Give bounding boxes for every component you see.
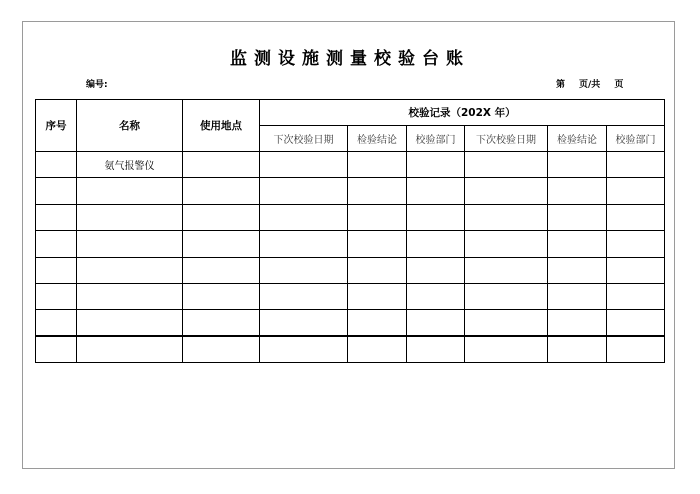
cell-department-2	[607, 257, 665, 283]
cell-department-2	[607, 152, 665, 178]
cell-conclusion-2	[548, 310, 607, 336]
cell-department-2	[607, 231, 665, 257]
cell-conclusion-1	[348, 257, 407, 283]
header-index: 序号	[36, 100, 77, 152]
cell-name	[77, 204, 183, 230]
cell-conclusion-2	[548, 152, 607, 178]
cell-location	[183, 152, 260, 178]
table-row	[36, 152, 665, 178]
cell-department-1	[407, 310, 465, 336]
cell-next-date-1	[260, 310, 348, 336]
cell-conclusion-1	[348, 231, 407, 257]
cell-conclusion-2	[548, 283, 607, 309]
table-row	[36, 310, 665, 336]
cell-location	[183, 231, 260, 257]
page-count	[556, 77, 637, 90]
cell-location	[183, 283, 260, 309]
cell-name: 氨气报警仪	[77, 152, 183, 178]
document-title: 监测设施测量校验台账	[230, 49, 470, 69]
table-row	[36, 257, 665, 283]
cell-name	[77, 310, 183, 336]
cell-name	[77, 257, 183, 283]
cell-next-date-2	[465, 231, 548, 257]
table-row	[36, 283, 665, 309]
table-row	[36, 178, 665, 204]
cell-department-2	[607, 310, 665, 336]
cell-next-date-1	[260, 283, 348, 309]
table-row	[36, 231, 665, 257]
cell-next-date-1	[260, 178, 348, 204]
cell-next-date-2	[465, 204, 548, 230]
cell-index	[36, 310, 77, 336]
cell-next-date-1	[260, 231, 348, 257]
cell-location	[183, 178, 260, 204]
cell-location	[183, 336, 260, 362]
cell-index	[36, 257, 77, 283]
header-conclusion-2: 检验结论	[548, 126, 607, 152]
cell-conclusion-1	[348, 336, 407, 362]
table-row	[36, 204, 665, 230]
cell-name	[77, 283, 183, 309]
cell-next-date-2	[465, 152, 548, 178]
page-of-label: 页/共	[579, 80, 601, 90]
cell-conclusion-1	[348, 204, 407, 230]
calibration-ledger-table	[35, 99, 665, 363]
cell-name	[77, 178, 183, 204]
cell-department-2	[607, 178, 665, 204]
cell-location	[183, 204, 260, 230]
cell-conclusion-2	[548, 231, 607, 257]
cell-index	[36, 336, 77, 362]
cell-next-date-2	[465, 178, 548, 204]
header-conclusion-1: 检验结论	[348, 126, 407, 152]
header-next-date-1: 下次校验日期	[260, 126, 348, 152]
cell-department-1	[407, 283, 465, 309]
table-row	[36, 336, 665, 362]
cell-department-2	[607, 336, 665, 362]
header-name: 名称	[77, 100, 183, 152]
cell-index	[36, 231, 77, 257]
cell-conclusion-1	[348, 310, 407, 336]
cell-location	[183, 257, 260, 283]
header-location: 使用地点	[183, 100, 260, 152]
header-department-1: 校验部门	[407, 126, 465, 152]
cell-conclusion-2	[548, 204, 607, 230]
header-department-2: 校验部门	[607, 126, 665, 152]
cell-location	[183, 310, 260, 336]
cell-conclusion-2	[548, 178, 607, 204]
cell-next-date-1	[260, 204, 348, 230]
cell-name	[77, 336, 183, 362]
cell-conclusion-1	[348, 283, 407, 309]
cell-index	[36, 178, 77, 204]
cell-department-1	[407, 178, 465, 204]
cell-next-date-1	[260, 152, 348, 178]
cell-conclusion-2	[548, 336, 607, 362]
cell-next-date-2	[465, 283, 548, 309]
header-next-date-2: 下次校验日期	[465, 126, 548, 152]
cell-department-1	[407, 231, 465, 257]
cell-next-date-1	[260, 336, 348, 362]
cell-index	[36, 283, 77, 309]
header-record-group: 校验记录（202X 年）	[260, 100, 665, 126]
cell-index	[36, 152, 77, 178]
number-label: 编号:	[86, 80, 108, 90]
page-label: 第	[556, 80, 566, 90]
cell-department-1	[407, 152, 465, 178]
pages-label: 页	[614, 80, 624, 90]
cell-department-1	[407, 257, 465, 283]
cell-department-2	[607, 283, 665, 309]
cell-conclusion-1	[348, 178, 407, 204]
cell-next-date-2	[465, 310, 548, 336]
cell-department-2	[607, 204, 665, 230]
cell-conclusion-1	[348, 152, 407, 178]
cell-conclusion-2	[548, 257, 607, 283]
cell-index	[36, 204, 77, 230]
cell-next-date-2	[465, 257, 548, 283]
cell-department-1	[407, 204, 465, 230]
cell-next-date-1	[260, 257, 348, 283]
cell-name	[77, 231, 183, 257]
cell-next-date-2	[465, 336, 548, 362]
cell-department-1	[407, 336, 465, 362]
